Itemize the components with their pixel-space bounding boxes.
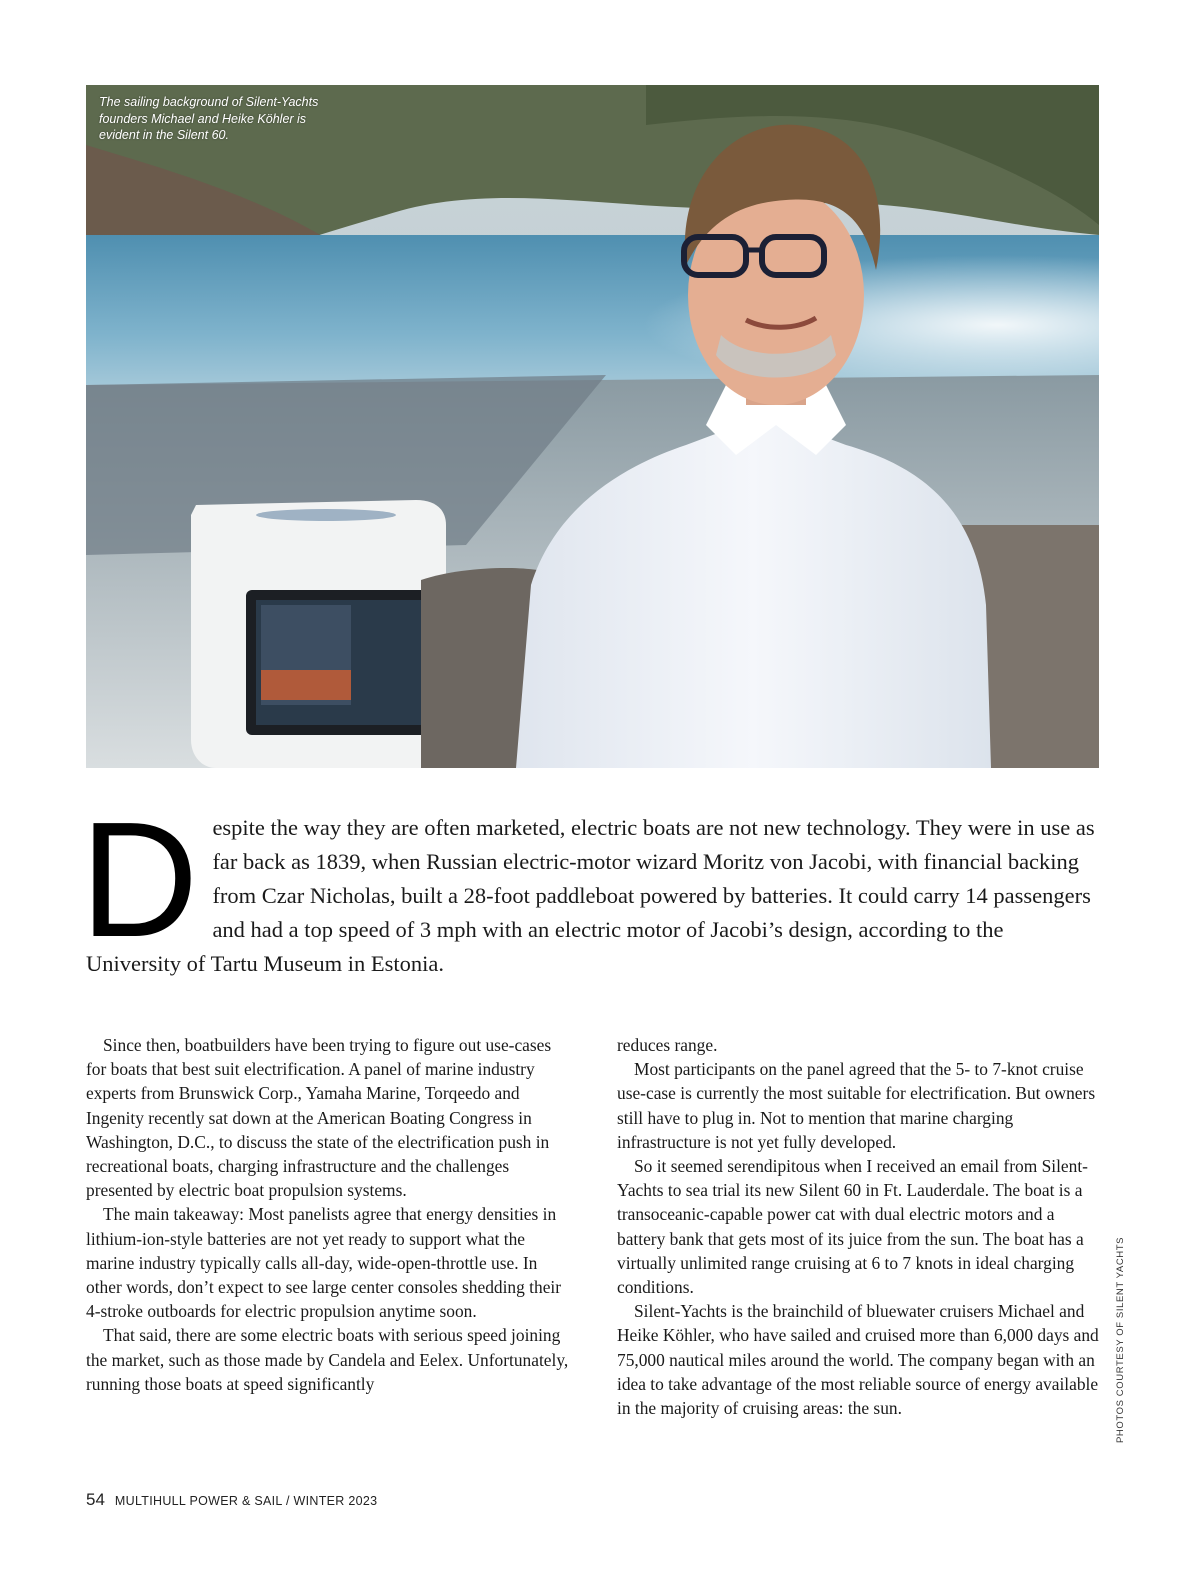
- page-footer: [86, 1490, 377, 1510]
- lede-text: espite the way they are often marketed, electric boats are not new technology. They were in use as far back as 1839, when Russian electric-motor wizard Moritz von Jacobi, with financial backing from Czar Nicholas, built a 28-foot paddleboat powered by batteries. It could carry 14 passengers and had a top speed of 3 mph with an electric motor of Jacobi’s design, according to the University of Tartu Museum in Estonia.: [86, 815, 1095, 976]
- body-paragraph: reduces range.: [617, 1035, 718, 1055]
- body-column-right: [617, 1033, 1105, 1420]
- portrait-illustration: [86, 85, 1099, 768]
- photo-caption: The sailing background of Silent-Yachts founders Michael and Heike Köhler is evident in the Silent 60.: [99, 95, 319, 142]
- body-paragraph: That said, there are some electric boats with serious speed joining the market, such as those made by Candela and Eelex. Unfortunately, running those boats at speed significantly: [86, 1325, 569, 1394]
- lede-paragraph: [80, 788, 1102, 981]
- publication-info: MULTIHULL POWER & SAIL / WINTER 2023: [114, 1494, 378, 1508]
- body-column-left: [86, 1033, 574, 1396]
- body-paragraph: Silent-Yachts is the brainchild of bluewater cruisers Michael and Heike Köhler, who have sailed and cruised more than 6,000 days and 75,000 nautical miles around the world. The company began with an idea to take advantage of the most reliable source of energy available in the majority of cruising areas: the sun.: [617, 1301, 1099, 1419]
- page-number: 54: [86, 1490, 105, 1509]
- photo-credit: PHOTOS COURTESY OF SILENT YACHTS: [1115, 1236, 1126, 1443]
- body-paragraph: So it seemed serendipitous when I received an email from Silent-Yachts to sea trial its new Silent 60 in Ft. Lauderdale. The boat is a transoceanic-capable power cat with dual electric motors and a battery bank that gets most of its juice from the sun. The boat has a virtually unlimited range cruising at 6 to 7 knots in ideal charging conditions.: [617, 1156, 1088, 1298]
- body-paragraph: Since then, boatbuilders have been trying to figure out use-cases for boats that best suit electrification. A panel of marine industry experts from Brunswick Corp., Yamaha Marine, Torqeedo and Ingenity recently sat down at the American Boating Congress in Washington, D.C., to discuss the state of the electrification push in recreational boats, charging infrastructure and the challenges presented by electric boat propulsion systems.: [86, 1035, 552, 1201]
- drop-cap: D: [80, 788, 199, 971]
- body-paragraph: The main takeaway: Most panelists agree that energy densities in lithium-ion-style batteries are not yet ready to support what the marine industry typically calls all-day, wide-open-throttle use. In other words, don’t expect to see large center consoles shedding their 4-stroke outboards for electric propulsion anytime soon.: [86, 1204, 562, 1322]
- body-paragraph: Most participants on the panel agreed that the 5- to 7-knot cruise use-case is currently the most suitable for electrification. But owners still have to plug in. Not to mention that marine charging infrastructure is not yet fully developed.: [617, 1059, 1096, 1152]
- hero-photo: [86, 85, 1099, 768]
